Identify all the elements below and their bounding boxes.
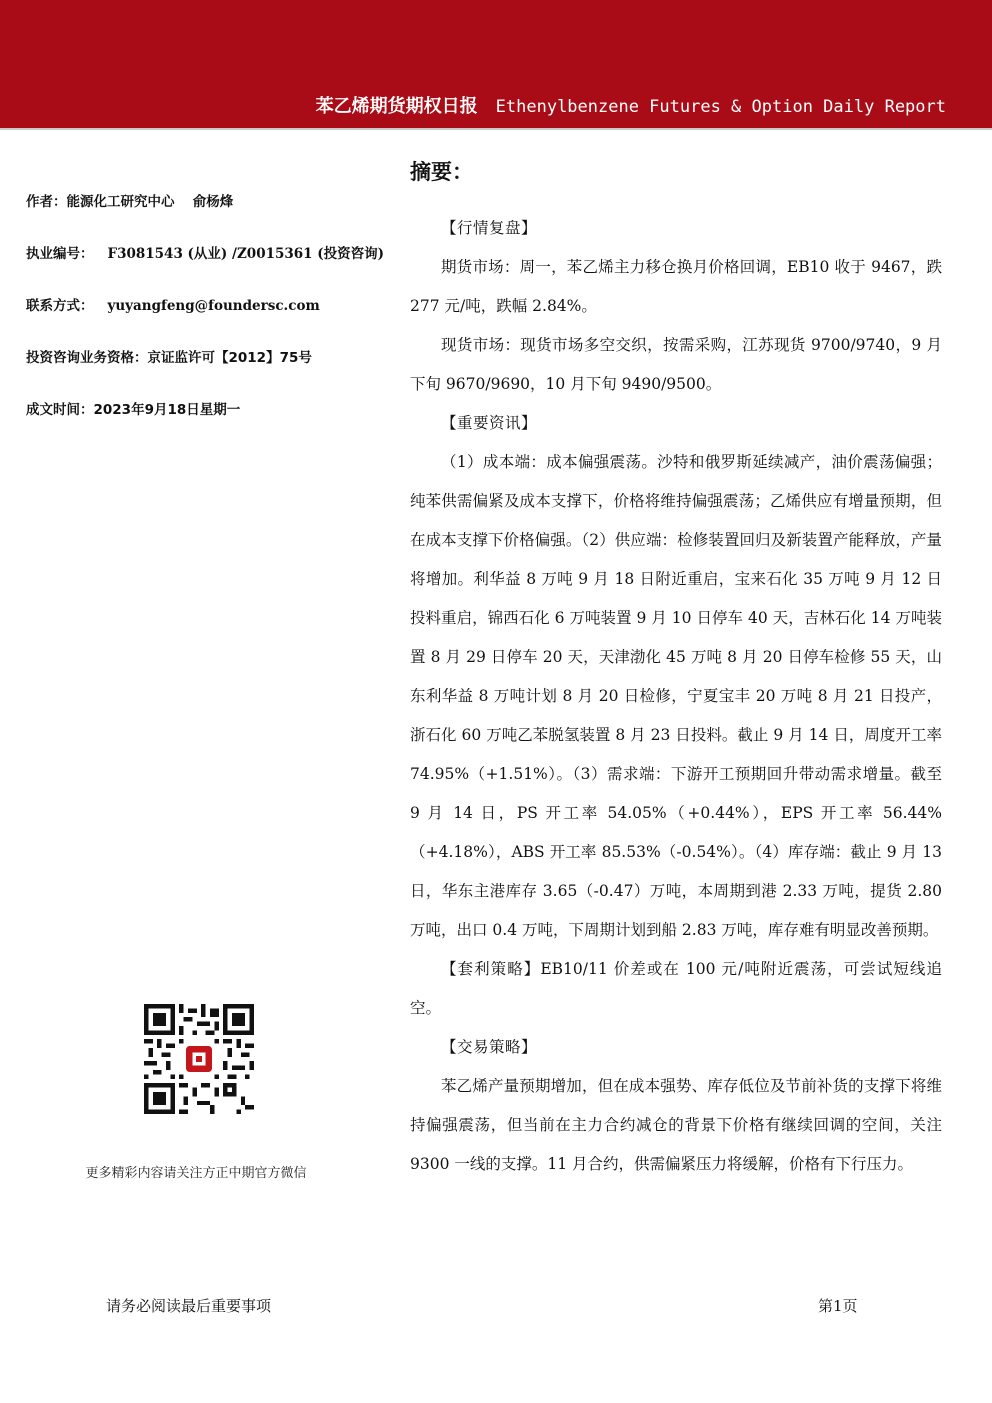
author-value: 能源化工研究中心 俞杨烽 (66, 194, 234, 210)
license-label: 执业编号： (26, 246, 94, 262)
author-line (26, 190, 233, 210)
qr-caption: 更多精彩内容请关注方正中期官方微信 (85, 1166, 307, 1181)
paragraph-spot-market: 现货市场：现货市场多空交织，按需采购，江苏现货 9700/9740，9 月下旬 9670/9690，10 月下旬 9490/9500。 (410, 336, 942, 393)
qualification-line (26, 346, 312, 366)
report-title-en: Ethenylbenzene Futures & Option Daily Report (495, 97, 946, 117)
license-value: F3081543 (从业) /Z0015361 (投资咨询) (107, 246, 385, 262)
paragraph-futures-market: 期货市场：周一，苯乙烯主力移仓换月价格回调，EB10 收于 9467，跌 277 元/吨，跌幅 2.84%。 (410, 258, 942, 315)
header-divider (0, 128, 992, 130)
report-title (316, 92, 946, 118)
section-heading-market-review: 【行情复盘】 (441, 219, 538, 237)
qualification-value: 京证监许可【2012】75号 (147, 350, 312, 366)
contact-label: 联系方式： (26, 298, 94, 314)
contact-value: yuyangfeng@foundersc.com (107, 298, 320, 314)
paragraph-trading-strategy: 苯乙烯产量预期增加，但在成本强势、库存低位及节前补货的支撑下将维持偏强震荡，但当前在主力合约减仓的背景下价格有继续回调的空间，关注 9300 一线的支撑。11 月合约，供需偏紧压力将缓解，价格有下行压力。 (410, 1077, 942, 1173)
date-line (26, 398, 240, 418)
qr-code-icon (144, 1004, 254, 1114)
paragraph-arbitrage-strategy: 【套利策略】EB10/11 价差或在 100 元/吨附近震荡，可尝试短线追空。 (410, 960, 942, 1017)
report-title-cn: 苯乙烯期货期权日报 (315, 96, 478, 117)
qualification-label: 投资咨询业务资格： (26, 350, 148, 366)
section-heading-trading-strategy: 【交易策略】 (441, 1038, 538, 1056)
summary-body (410, 209, 942, 1184)
date-value: 2023年9月18日星期一 (93, 402, 241, 418)
date-label: 成文时间： (26, 402, 94, 418)
summary-title: 摘要： (410, 160, 473, 184)
page-number: 第1页 (818, 1297, 858, 1315)
footer-notice: 请务必阅读最后重要事项 (106, 1297, 272, 1315)
section-heading-key-news: 【重要资讯】 (441, 414, 538, 432)
license-line (26, 242, 384, 262)
paragraph-key-news: （1）成本端：成本偏强震荡。沙特和俄罗斯延续减产，油价震荡偏强；纯苯供需偏紧及成本支撑下，价格将维持偏强震荡；乙烯供应有增量预期，但在成本支撑下价格偏强。（2）供应端：检修装置回归及新装置产能释放，产量将增加。利华益 8 万吨 9 月 18 日附近重启，宝来石化 35 万吨 9 月 12 日投料重启，锦西石化 6 万吨装置 9 月 10 日停车 40 天，吉林石化 14 万吨装置 8 月 29 日停车 20 天，天津渤化 45 万吨 8 月 20 日停车检修 55 天，山东利华益 8 万吨计划 8 月 20 日检修，宁夏宝丰 20 万吨 8 月 21 日投产，浙石化 60 万吨乙苯脱氢装置 8 月 23 日投料。截止 9 月 14 日，周度开工率 74.95%（+1.51%）。（3）需求端：下游开工预期回升带动需求增量。截至 9 月 14 日，PS 开工率 54.05%（+0.44%），EPS 开工率 56.44%（+4.18%），ABS 开工率 85.53%（-0.54%）。（4）库存端：截止 9 月 13 日，华东主港库存 3.65（-0.47）万吨，本周期到港 2.33 万吨，提货 2.80 万吨，出口 0.4 万吨，下周期计划到船 2.83 万吨，库存难有明显改善预期。 (410, 453, 942, 939)
contact-line (26, 294, 320, 314)
author-label: 作者： (26, 194, 67, 210)
